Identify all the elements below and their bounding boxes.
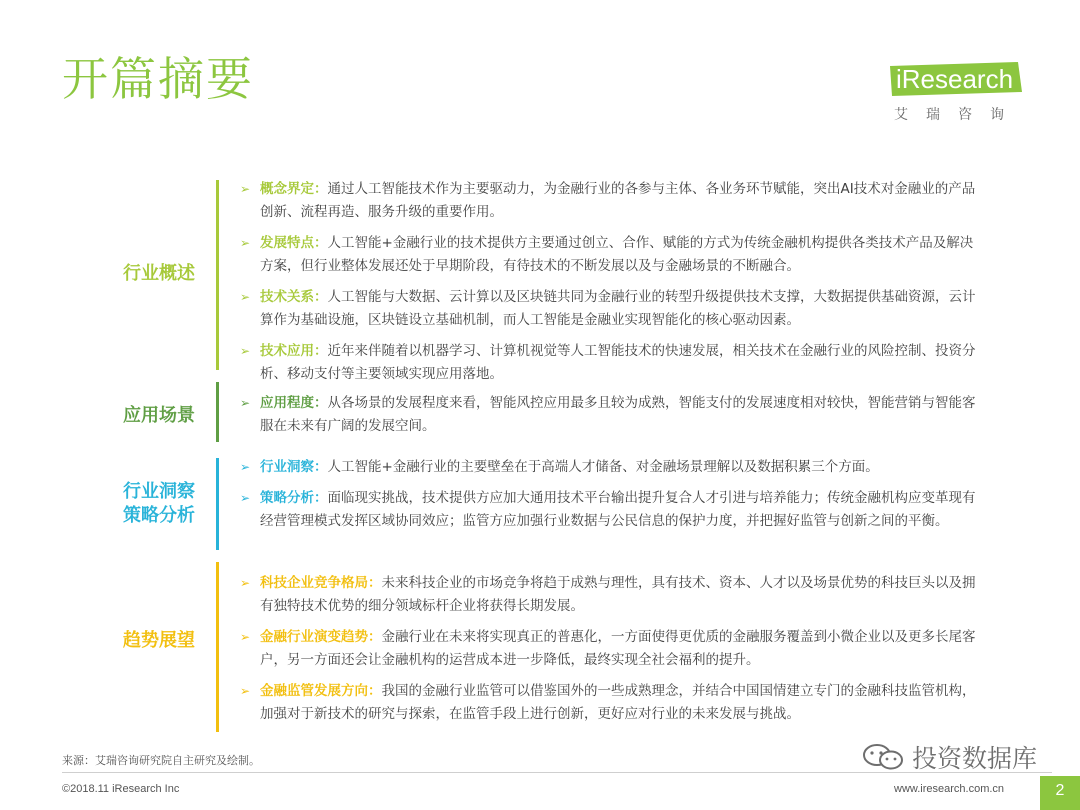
arrow-icon: ➢: [240, 491, 251, 505]
section-bar: [216, 458, 219, 550]
list-item: ➢ 概念界定：通过人工智能技术作为主要驱动力，为金融行业的各参与主体、各业务环节赋能，突出AI技术对金融业的产品创新、流程再造、服务升级的重要作用。: [240, 178, 985, 224]
list-item: ➢ 金融行业演变趋势：金融行业在未来将实现真正的普惠化，一方面使得更优质的金融服务覆盖到小微企业以及更多长尾客户，另一方面还会让金融机构的运营成本进一步降低，最终实现全社会福利的提升。: [240, 626, 985, 672]
section-bar: [216, 180, 219, 370]
list-item: ➢ 应用程度：从各场景的发展程度来看，智能风控应用最多且较为成熟，智能支付的发展速度相对较快，智能营销与智能客服在未来有广阔的发展空间。: [240, 392, 985, 438]
list-item: ➢ 发展特点：人工智能+金融行业的技术提供方主要通过创立、合作、赋能的方式为传统金融机构提供各类技术产品及解决方案，但行业整体发展还处于早期阶段，有待技术的不断发展以及与金融场景的不断融合。: [240, 232, 985, 278]
wechat-icon: [862, 743, 904, 771]
arrow-icon: ➢: [240, 684, 251, 698]
copyright: ©2018.11 iResearch Inc: [62, 783, 180, 795]
footer-divider: [62, 772, 1052, 773]
list-item: ➢ 行业洞察：人工智能+金融行业的主要壁垒在于高端人才储备、对金融场景理解以及数据积累三个方面。: [240, 456, 985, 479]
list-item: ➢ 技术关系：人工智能与大数据、云计算以及区块链共同为金融行业的转型升级提供技术支撑，大数据提供基础资源，云计算作为基础设施，区块链设立基础机制，而人工智能是金融业实现智能化的核心驱动因素。: [240, 286, 985, 332]
list-item: ➢ 策略分析：面临现实挑战，技术提供方应加大通用技术平台输出提升复合人才引进与培养能力；传统金融机构应变革现有经营管理模式发挥区域协同效应；监管方应加强行业数据与公民信息的保护力度，并把握好监管与创新之间的平衡。: [240, 487, 985, 533]
section-label: 行业洞察 策略分析: [123, 481, 195, 526]
list-item: ➢ 科技企业竞争格局：未来科技企业的市场竞争将趋于成熟与理性，具有技术、资本、人才以及场景优势的科技巨头以及拥有独特技术优势的细分领域标杆企业将获得长期发展。: [240, 572, 985, 618]
iresearch-logo: [890, 58, 1030, 128]
logo-subtitle: 艾瑞咨询: [894, 107, 1022, 123]
arrow-icon: ➢: [240, 576, 251, 590]
section-label: 趋势展望: [123, 630, 195, 651]
arrow-icon: ➢: [240, 460, 251, 474]
logo-brand: iResearch: [896, 64, 1014, 94]
page-number: 2: [1040, 776, 1080, 810]
list-item: ➢ 技术应用：近年来伴随着以机器学习、计算机视觉等人工智能技术的快速发展，相关技术在金融行业的风险控制、投资分析、移动支付等主要领域实现应用落地。: [240, 340, 985, 386]
section-label: 应用场景: [123, 405, 195, 426]
site-url: www.iresearch.com.cn: [894, 783, 1005, 795]
arrow-icon: ➢: [240, 630, 251, 644]
arrow-icon: ➢: [240, 396, 251, 410]
watermark: [862, 742, 1037, 772]
arrow-icon: ➢: [240, 236, 251, 250]
arrow-icon: ➢: [240, 182, 251, 196]
arrow-icon: ➢: [240, 290, 251, 304]
list-item: ➢ 金融监管发展方向：我国的金融行业监管可以借鉴国外的一些成熟理念，并结合中国国情建立专门的金融科技监管机构，加强对于新技术的研究与探索，在监管手段上进行创新，更好应对行业的未来发展与挑战。: [240, 680, 985, 726]
section-bar: [216, 562, 219, 732]
section-label: 行业概述: [123, 263, 195, 284]
page-title: 开篇摘要: [62, 52, 254, 106]
arrow-icon: ➢: [240, 344, 251, 358]
section-bar: [216, 382, 219, 442]
source-note: 来源：艾瑞咨询研究院自主研究及绘制。: [62, 754, 260, 767]
watermark-text: 投资数据库: [912, 744, 1038, 773]
